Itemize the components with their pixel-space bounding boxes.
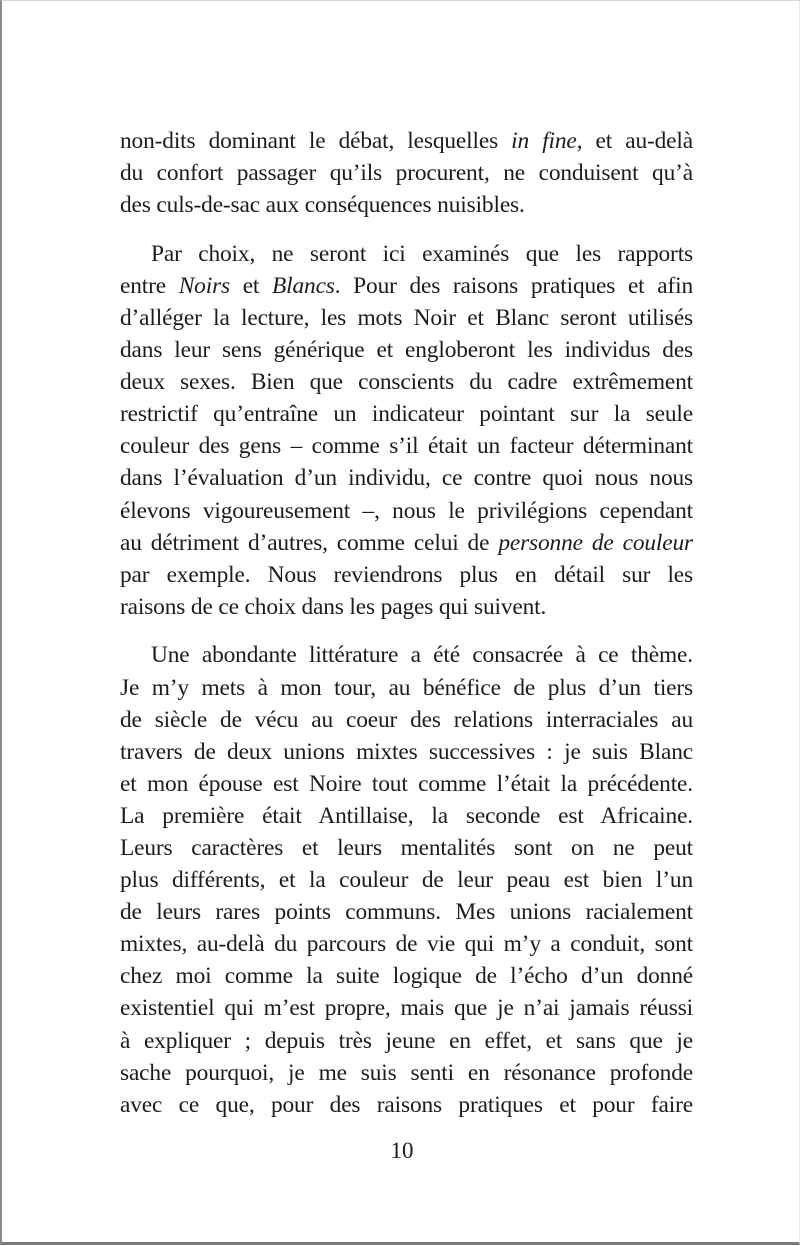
text-line xyxy=(120,591,693,623)
text-run: par exemple. Nous reviendrons plus en détail sur les xyxy=(120,561,693,588)
text-line xyxy=(120,768,693,800)
text-run: de leurs rares points communs. Mes unions racialement xyxy=(120,899,693,926)
text-line xyxy=(120,238,693,270)
text-run: sache pourquoi, je me suis senti en résonance profonde xyxy=(120,1059,693,1086)
text-line xyxy=(120,366,693,398)
text-line xyxy=(120,527,693,559)
paragraph xyxy=(120,639,693,1120)
text-line xyxy=(120,992,693,1024)
text-run: La première était Antillaise, la seconde est Africaine. xyxy=(120,802,693,829)
paragraph xyxy=(120,125,693,221)
text-run: plus différents, et la couleur de leur peau est bien l’un xyxy=(120,867,693,894)
text-line xyxy=(120,864,693,896)
text-run: couleur des gens – comme s’il était un facteur déterminant xyxy=(120,433,693,460)
text-line xyxy=(120,125,693,157)
text-run: et mon épouse est Noire tout comme l’était la précédente. xyxy=(120,770,693,797)
text-line xyxy=(120,334,693,366)
text-run: existentiel qui m’est propre, mais que je n’ai jamais réussi xyxy=(120,995,693,1022)
text-run: au détriment d’autres, comme celui de xyxy=(120,529,499,556)
text-run: chez moi comme la suite logique de l’écho d’un donné xyxy=(120,963,693,990)
text-line xyxy=(120,398,693,430)
text-line xyxy=(120,157,693,189)
text-line xyxy=(120,736,693,768)
text-line xyxy=(120,1057,693,1089)
text-line xyxy=(120,639,693,671)
text-line xyxy=(120,960,693,992)
text-line xyxy=(120,704,693,736)
text-run: d’alléger la lecture, les mots Noir et Blanc seront utilisés xyxy=(120,304,693,331)
text-run: du confort passager qu’ils procurent, ne conduisent qu’à xyxy=(120,160,693,187)
text-line xyxy=(120,1025,693,1057)
paragraph xyxy=(120,238,693,623)
text-line xyxy=(120,1089,693,1121)
text-line xyxy=(120,462,693,494)
text-run: Par choix, ne seront ici examinés que les rapports xyxy=(151,240,693,267)
italic-text: personne de couleur xyxy=(498,529,693,556)
text-line xyxy=(120,800,693,832)
text-run: restrictif qu’entraîne un indicateur pointant sur la seule xyxy=(120,401,693,428)
text-run: des culs-de-sac aux conséquences nuisibles. xyxy=(120,192,525,219)
text-run: raisons de ce choix dans les pages qui suivent. xyxy=(120,593,547,620)
page-number: 10 xyxy=(390,1138,414,1163)
text-run: dans l’évaluation d’un individu, ce contre quoi nous nous xyxy=(120,465,693,492)
text-line xyxy=(120,832,693,864)
text-line xyxy=(120,430,693,462)
text-run: et au-delà xyxy=(582,128,693,154)
text-run: travers de deux unions mixtes successives : je suis Blanc xyxy=(120,738,693,765)
text-run: Une abondante littérature a été consacrée à ce thème. xyxy=(151,642,693,669)
text-run: élevons vigoureusement –, nous le privilégions cependant xyxy=(120,497,693,524)
text-run: entre xyxy=(120,272,179,299)
text-run: Je m’y mets à mon tour, au bénéfice de plus d’un tiers xyxy=(120,674,693,701)
text-line xyxy=(120,928,693,960)
text-line xyxy=(120,270,693,302)
text-line xyxy=(120,495,693,527)
text-run: Leurs caractères et leurs mentalités sont on ne peut xyxy=(120,834,693,861)
text-run: mixtes, au-delà du parcours de vie qui m’y a conduit, sont xyxy=(120,931,693,958)
text-line xyxy=(120,189,693,221)
italic-text: in fine, xyxy=(511,128,583,154)
italic-text: Noirs xyxy=(178,272,230,299)
text-line xyxy=(120,559,693,591)
text-run: . Pour des raisons pratiques et afin xyxy=(334,272,694,299)
text-run: avec ce que, pour des raisons pratiques et pour faire xyxy=(120,1091,693,1118)
text-run: dans leur sens générique et engloberont les individus des xyxy=(120,337,693,364)
body-text xyxy=(120,125,693,1137)
text-run: et xyxy=(229,272,272,299)
text-run: non-dits dominant le débat, lesquelles xyxy=(120,128,512,154)
text-line xyxy=(120,302,693,334)
text-run: à expliquer ; depuis très jeune en effet, et sans que je xyxy=(120,1027,693,1054)
text-run: deux sexes. Bien que conscients du cadre extrêmement xyxy=(120,369,693,396)
italic-text: Blancs xyxy=(272,272,335,299)
text-run: de siècle de vécu au coeur des relations interraciales au xyxy=(120,706,693,733)
text-line xyxy=(120,896,693,928)
text-line xyxy=(120,672,693,704)
